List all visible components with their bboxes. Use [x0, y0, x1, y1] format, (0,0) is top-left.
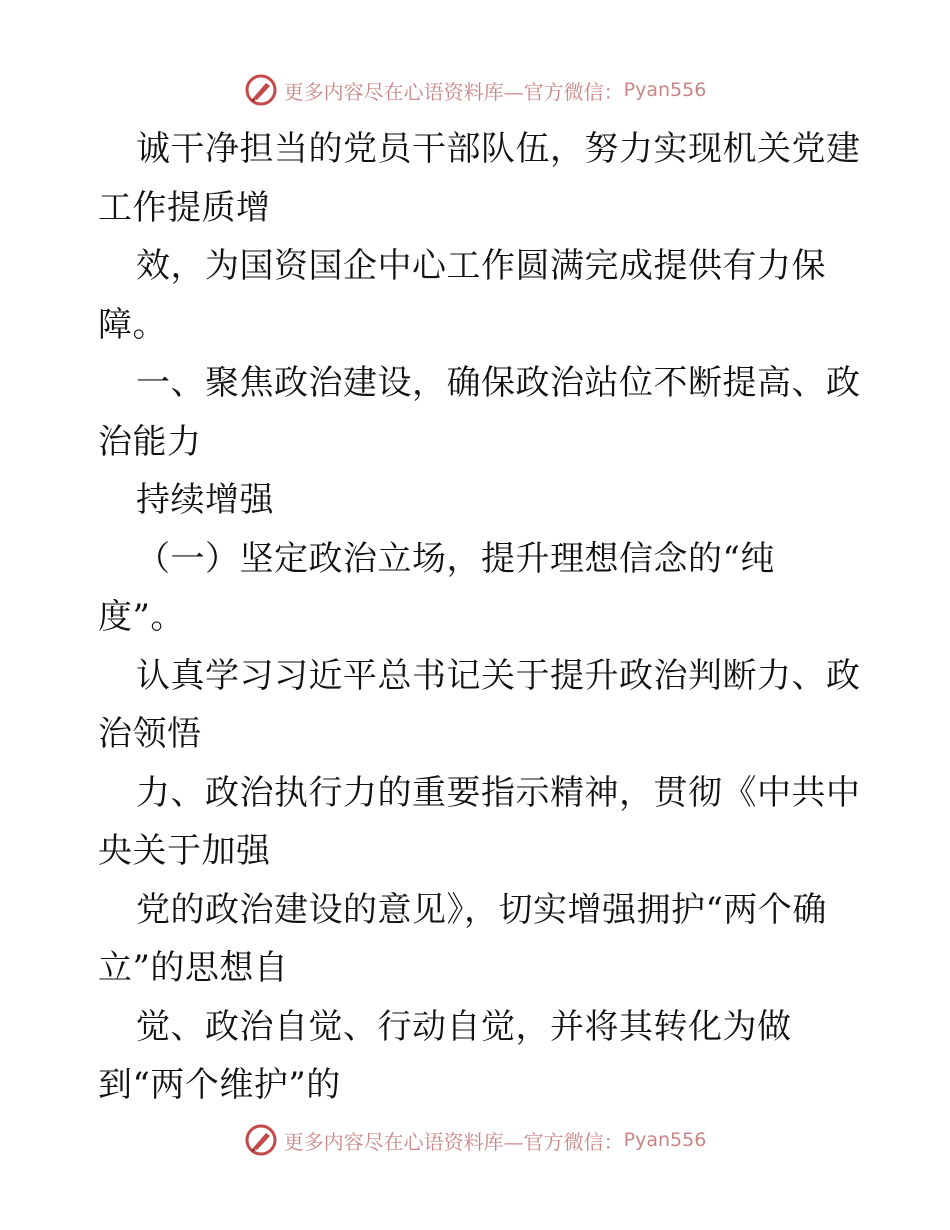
watermark-wechat-id: Pyan556 [623, 79, 707, 101]
text-line: 央关于加强 [98, 831, 271, 871]
section-heading-line: 一、聚焦政治建设，确保政治站位不断提高、政 [136, 363, 861, 403]
section-heading-line: 持续增强 [136, 480, 274, 520]
section-heading-line: 治能力 [98, 421, 202, 462]
subsection-heading-line: 度”。 [98, 597, 185, 637]
pen-logo-icon [244, 73, 278, 107]
text-line: 认真学习习近平总书记关于提升政治判断力、政 [136, 655, 861, 696]
text-line: 力、政治执行力的重要指示精神，贯彻《中共中 [136, 772, 861, 813]
text-line: 障。 [98, 304, 167, 345]
watermark-text: 更多内容尽在心语资料库—官方微信： [283, 1129, 624, 1154]
text-line: 到“两个维护”的 [98, 1065, 341, 1105]
watermark-text: 更多内容尽在心语资料库—官方微信： [283, 79, 624, 104]
watermark-wechat-id: Pyan556 [623, 1129, 707, 1151]
text-line: 工作提质增 [98, 187, 271, 228]
text-line: 诚干净担当的党员干部队伍，努力实现机关党建 [136, 129, 861, 169]
text-line: 觉、政治自觉、行动自觉，并将其转化为做 [136, 1006, 792, 1047]
text-line: 党的政治建设的意见》，切实增强拥护“两个确 [136, 889, 827, 930]
text-line: 效，为国资国企中心工作圆满完成提供有力保 [136, 246, 826, 286]
document-body [98, 120, 898, 1115]
header-watermark [0, 70, 950, 110]
subsection-heading-line: （一）坚定政治立场，提升理想信念的“纯 [136, 538, 775, 579]
footer-watermark [0, 1120, 950, 1160]
text-line: 治领悟 [98, 714, 202, 754]
text-line: 立”的思想自 [98, 948, 289, 988]
pen-logo-icon [244, 1123, 278, 1157]
